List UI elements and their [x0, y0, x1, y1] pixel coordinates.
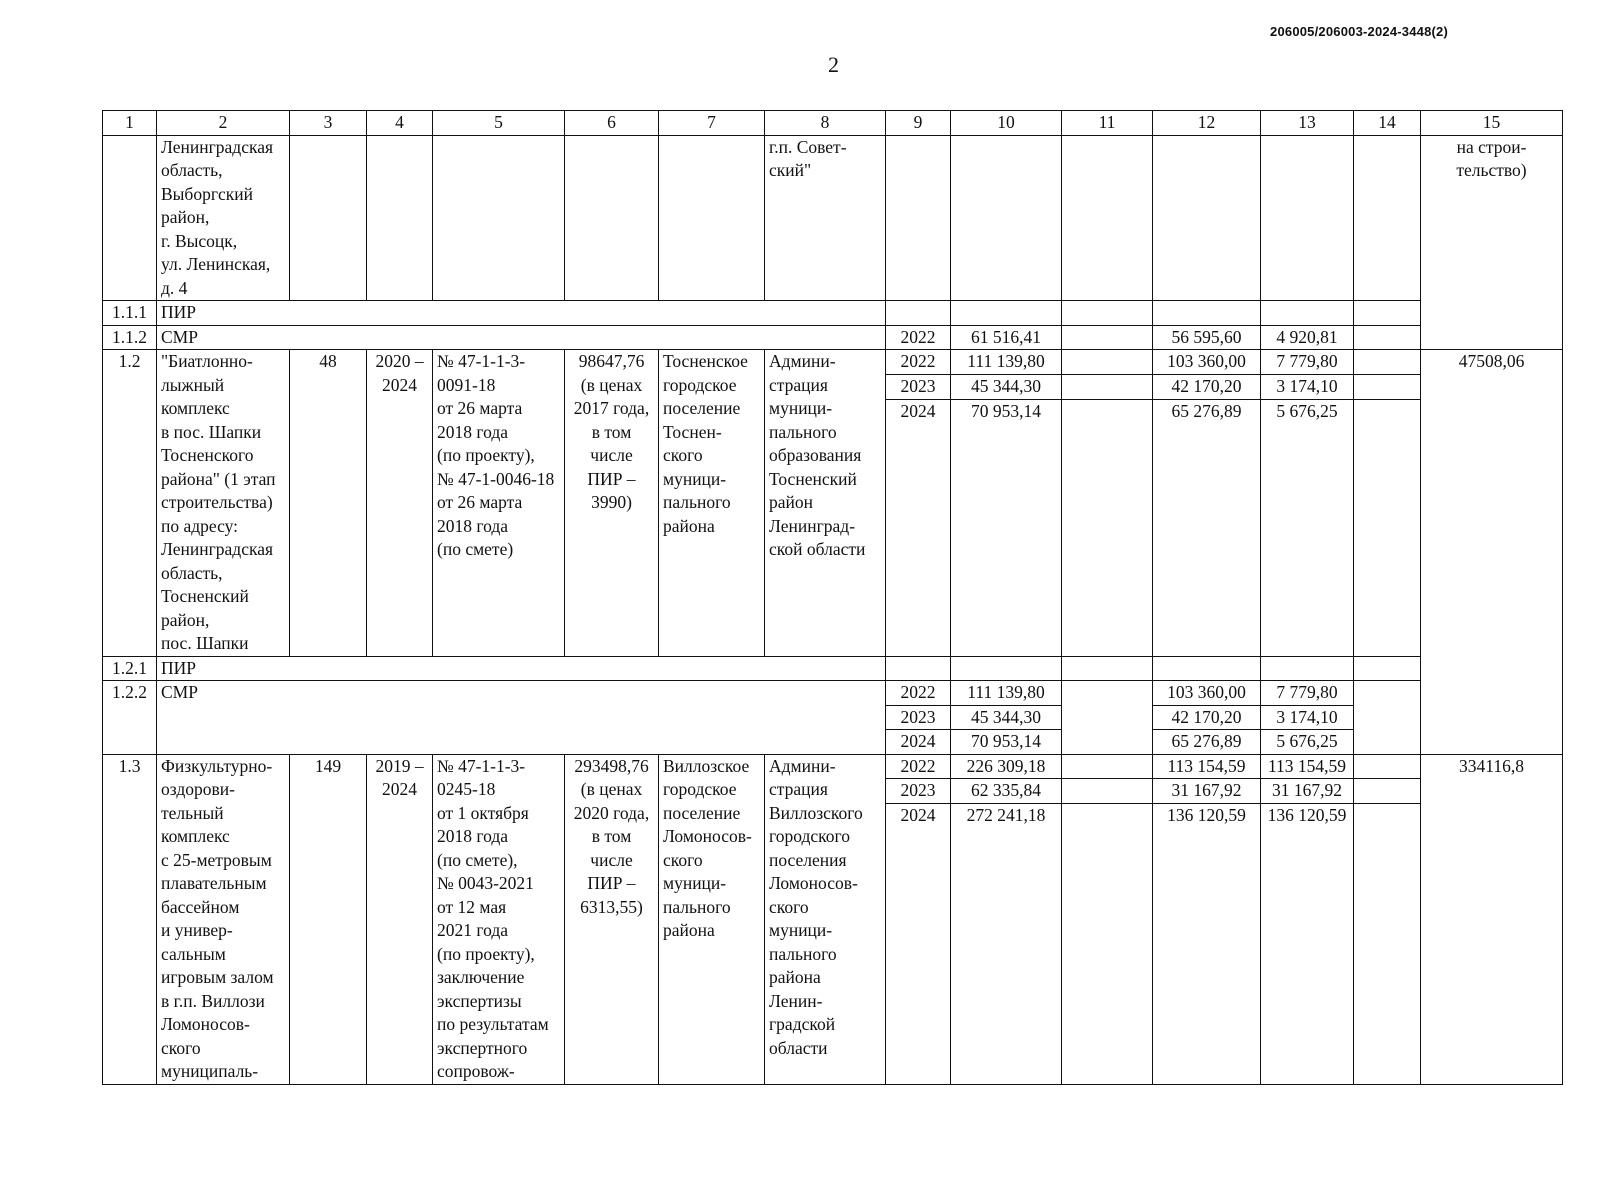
amount-cell: 113 154,59	[1261, 754, 1354, 779]
amount-cell: 4 920,81	[1261, 325, 1354, 350]
year-cell: 2022	[886, 754, 951, 779]
header-cell: 13	[1261, 111, 1354, 136]
page-number: 2	[828, 52, 839, 77]
note-cell: 47508,06	[1421, 350, 1563, 755]
table-row	[103, 350, 1563, 375]
capacity-cell: 149	[290, 754, 367, 1084]
amount-cell: 136 120,59	[1261, 803, 1354, 1084]
program-table	[102, 110, 1563, 1085]
amount-cell: 31 167,92	[1261, 779, 1354, 804]
amount-cell: 70 953,14	[951, 400, 1062, 656]
expertise-cell: № 47-1-1-3- 0245-18 от 1 октября 2018 года (по смете), № 0043-2021 от 12 мая 2021 года (по проекту), заключение экспертизы по результатам экспертного сопровож-	[433, 754, 565, 1084]
amount-cell: 103 360,00 42 170,20 65 276,89	[1153, 681, 1261, 755]
amount-cell: 7 779,80 3 174,10 5 676,25	[1261, 681, 1354, 755]
amount-cell: 45 344,30	[951, 375, 1062, 400]
year-cell: 2022	[886, 350, 951, 375]
amount-cell: 111 139,80 45 344,30 70 953,14	[951, 681, 1062, 755]
amount-cell: 113 154,59	[1153, 754, 1261, 779]
note-cell: 334116,8	[1421, 754, 1563, 1084]
column-number-row	[103, 111, 1563, 136]
amount-cell: 31 167,92	[1153, 779, 1261, 804]
object-address-cell: Ленинградская область, Выборгский район, г. Высоцк, ул. Ленинская, д. 4	[157, 135, 290, 301]
row-label: СМР	[157, 681, 886, 755]
row-label: ПИР	[157, 301, 886, 326]
table-row	[103, 681, 1563, 755]
period-cell: 2019 – 2024	[367, 754, 433, 1084]
expertise-cell: № 47-1-1-3- 0091-18 от 26 марта 2018 года (по проекту), № 47-1-0046-18 от 26 марта 2018 года (по смете)	[433, 350, 565, 657]
amount-cell: 7 779,80	[1261, 350, 1354, 375]
table-row	[103, 754, 1563, 779]
period-cell: 2020 – 2024	[367, 350, 433, 657]
header-cell: 2	[157, 111, 290, 136]
document-registration-number: 206005/206003-2024-3448(2)	[1270, 24, 1448, 39]
client-cell: г.п. Совет- ский"	[765, 135, 886, 301]
amount-cell: 3 174,10	[1261, 375, 1354, 400]
amount-cell: 56 595,60	[1153, 325, 1261, 350]
client-cell: Админи- страция муници- пального образования Тосненский район Ленинград- ской области	[765, 350, 886, 657]
header-cell: 15	[1421, 111, 1563, 136]
year-cell: 2024	[886, 803, 951, 1084]
row-number: 1.1.1	[103, 301, 157, 326]
header-cell: 9	[886, 111, 951, 136]
header-cell: 6	[565, 111, 659, 136]
row-number: 1.1.2	[103, 325, 157, 350]
header-cell: 5	[433, 111, 565, 136]
header-cell: 12	[1153, 111, 1261, 136]
amount-cell: 111 139,80	[951, 350, 1062, 375]
amount-cell: 61 516,41	[951, 325, 1062, 350]
year-cell: 2022 2023 2024	[886, 681, 951, 755]
amount-cell: 226 309,18	[951, 754, 1062, 779]
object-name-cell: Физкультурно- оздорови- тельный комплекс с 25-метровым плавательным бассейном и универ- сальным игровым залом в г.п. Виллози Ломоносов- ского муниципаль-	[157, 754, 290, 1084]
amount-cell: 65 276,89	[1153, 400, 1261, 656]
cost-cell: 98647,76 (в ценах 2017 года, в том числе ПИР – 3990)	[565, 350, 659, 657]
note-cell: на строи- тельство)	[1421, 135, 1563, 350]
header-cell: 3	[290, 111, 367, 136]
header-cell: 7	[659, 111, 765, 136]
header-cell: 8	[765, 111, 886, 136]
table-row	[103, 301, 1563, 326]
table-row	[103, 656, 1563, 681]
year-cell: 2022	[886, 325, 951, 350]
row-label: СМР	[157, 325, 886, 350]
amount-cell: 136 120,59	[1153, 803, 1261, 1084]
row-label: ПИР	[157, 656, 886, 681]
capacity-cell: 48	[290, 350, 367, 657]
header-cell: 14	[1354, 111, 1421, 136]
header-cell: 11	[1062, 111, 1153, 136]
row-number: 1.2.2	[103, 681, 157, 755]
header-cell: 4	[367, 111, 433, 136]
row-number: 1.2.1	[103, 656, 157, 681]
amount-cell: 272 241,18	[951, 803, 1062, 1084]
cost-cell: 293498,76 (в ценах 2020 года, в том числе ПИР – 6313,55)	[565, 754, 659, 1084]
year-cell: 2023	[886, 779, 951, 804]
object-name-cell: "Биатлонно- лыжный комплекс в пос. Шапки Тосненского района" (1 этап строительства) по адресу: Ленинградская область, Тосненский район, пос. Шапки	[157, 350, 290, 657]
header-cell: 1	[103, 111, 157, 136]
year-cell: 2024	[886, 400, 951, 656]
amount-cell: 103 360,00	[1153, 350, 1261, 375]
amount-cell: 62 335,84	[951, 779, 1062, 804]
table-row	[103, 135, 1563, 301]
amount-cell: 42 170,20	[1153, 375, 1261, 400]
row-number: 1.3	[103, 754, 157, 1084]
row-number: 1.2	[103, 350, 157, 657]
client-cell: Админи- страция Виллозского городского поселения Ломоносов- ского муници- пального района Ленин- градской области	[765, 754, 886, 1084]
year-cell: 2023	[886, 375, 951, 400]
table-row	[103, 325, 1563, 350]
municipality-cell: Виллозское городское поселение Ломоносов- ского муници- пального района	[659, 754, 765, 1084]
header-cell: 10	[951, 111, 1062, 136]
municipality-cell: Тосненское городское поселение Тоснен- ского муници- пального района	[659, 350, 765, 657]
amount-cell: 5 676,25	[1261, 400, 1354, 656]
